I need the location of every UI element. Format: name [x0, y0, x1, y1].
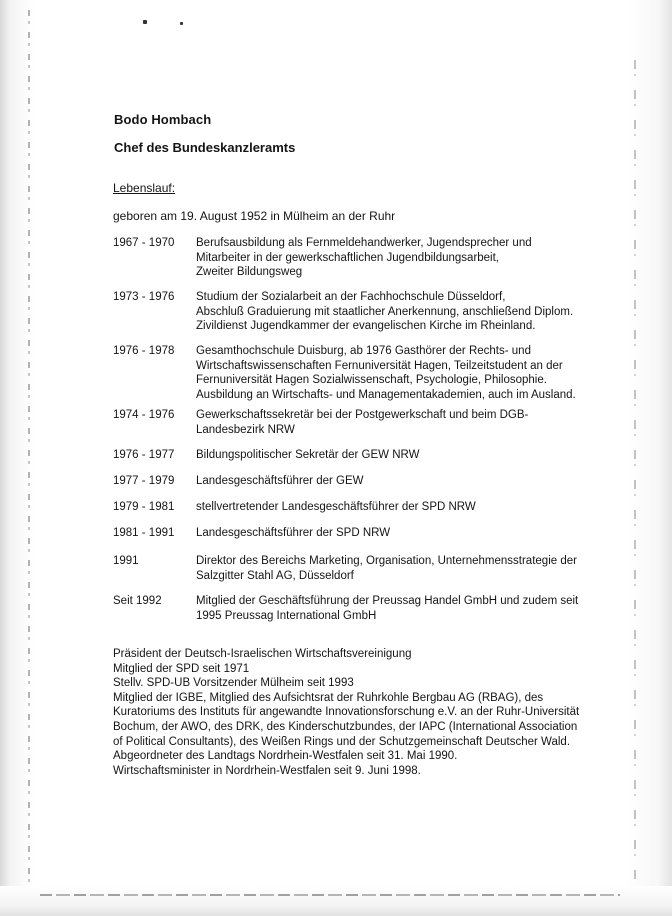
person-name: Bodo Hombach [114, 112, 212, 127]
scan-edge-bottom [0, 886, 672, 916]
cv-entry-line: Fernuniversität Hagen Sozialwissenschaft, Psychologie, Philosophie. [196, 374, 547, 387]
scan-edge-left [0, 0, 34, 916]
cv-entry-period: 1976 - 1978 [113, 345, 175, 357]
cv-entry-description [196, 594, 579, 623]
cv-entry-line: Zweiter Bildungsweg [196, 266, 303, 279]
cv-entry-description [196, 526, 576, 541]
cv-entry-line: Ausbildung an Wirtschafts- und Managementakademien, auch im Ausland. [196, 388, 576, 401]
additional-info-line: Präsident der Deutsch-Israelischen Wirtschaftsvereinigung [113, 648, 412, 660]
cv-entry-description [196, 448, 576, 463]
cv-entry-line: Zivildienst Jugendkammer der evangelischen Kirche im Rheinland. [196, 320, 536, 333]
cv-entry-description [196, 554, 576, 583]
cv-entry-period: 1991 [113, 555, 139, 567]
cv-entry-description [196, 408, 576, 437]
cv-entry-description [196, 474, 576, 489]
additional-info-line: Mitglied der IGBE, Mitglied des Aufsichtsrat der Ruhrkohle Bergbau AG (RBAG), des [113, 691, 544, 704]
cv-entry-line: Mitarbeiter in der gewerkschaftlichen Jugendbildungsarbeit, [196, 251, 500, 264]
person-title: Chef des Bundeskanzleramts [114, 140, 296, 155]
scan-speck [143, 20, 147, 24]
cv-entry-description [196, 500, 576, 515]
cv-entry-period: Seit 1992 [113, 595, 162, 607]
cv-entry-line: Abschluß Graduierung mit staatlicher Anerkennung, anschließend Diplom. [196, 305, 574, 318]
cv-entry-line: Wirtschaftswissenschaften Fernuniversität Hagen, Teilzeitstudent an der [196, 359, 563, 372]
cv-entry-line: Gesamthochschule Duisburg, ab 1976 Gasthörer der Rechts- und [196, 345, 531, 357]
cv-entry-period: 1981 - 1991 [113, 527, 175, 539]
cv-entry-line: Berufsausbildung als Fernmeldehandwerker, Jugendsprecher und [196, 237, 532, 249]
cv-entry-line: 1995 Preussag International GmbH [196, 609, 377, 622]
cv-entry-period: 1967 - 1970 [113, 237, 175, 249]
cv-entry-line: Gewerkschaftssekretär bei der Postgewerkschaft und beim DGB- [196, 409, 529, 421]
additional-info-line: Kuratoriums des Instituts für angewandte Innovationsforschung e.V. an der Ruhr-Universität [113, 706, 580, 719]
additional-info-line: Abgeordneter des Landtags Nordrhein-Westfalen seit 31. Mai 1990. [113, 750, 458, 763]
additional-info-line: Stellv. SPD-UB Vorsitzender Mülheim seit 1993 [113, 677, 354, 690]
additional-info-line: Bochum, der AWO, des DRK, des Kinderschutzbundes, der IAPC (International Association [113, 720, 578, 733]
cv-entry-line: Landesbezirk NRW [196, 423, 295, 436]
cv-entry-line: Mitglied der Geschäftsführung der Preussag Handel GmbH und zudem seit [196, 595, 579, 607]
cv-entry-line: Bildungspolitischer Sekretär der GEW NRW [196, 449, 420, 461]
cv-entry-line: Studium der Sozialarbeit an der Fachhochschule Düsseldorf, [196, 291, 506, 303]
cv-entry-line: Salzgitter Stahl AG, Düsseldorf [196, 569, 354, 582]
cv-entry-description [196, 236, 576, 280]
cv-entry-line: Direktor des Bereichs Marketing, Organisation, Unternehmensstrategie der [196, 555, 577, 567]
additional-info-line: Mitglied der SPD seit 1971 [113, 662, 250, 675]
cv-entry-period: 1974 - 1976 [113, 409, 175, 421]
cv-entry-line: stellvertretender Landesgeschäftsführer der SPD NRW [196, 501, 476, 513]
additional-info-line: of Political Consultants), des Weißen Rings und der Schutzgemeinschaft Deutscher Wald. [113, 735, 571, 748]
additional-info-line: Wirtschaftsminister in Nordrhein-Westfalen seit 9. Juni 1998. [113, 764, 421, 777]
cv-entry-period: 1976 - 1977 [113, 449, 175, 461]
cv-entry-period: 1979 - 1981 [113, 501, 175, 513]
additional-info [113, 647, 583, 778]
cv-entry-line: Landesgeschäftsführer der GEW [196, 475, 364, 487]
cv-heading: Lebenslauf: [113, 181, 176, 195]
cv-entry-description [196, 290, 576, 334]
scan-edge-right [628, 0, 672, 916]
cv-entry-period: 1973 - 1976 [113, 291, 175, 303]
cv-entry-line: Landesgeschäftsführer der SPD NRW [196, 527, 391, 539]
scan-speck [180, 22, 183, 25]
cv-entry-description [196, 344, 576, 402]
cv-entry-period: 1977 - 1979 [113, 475, 175, 487]
birth-info: geboren am 19. August 1952 in Mülheim an der Ruhr [113, 209, 396, 223]
